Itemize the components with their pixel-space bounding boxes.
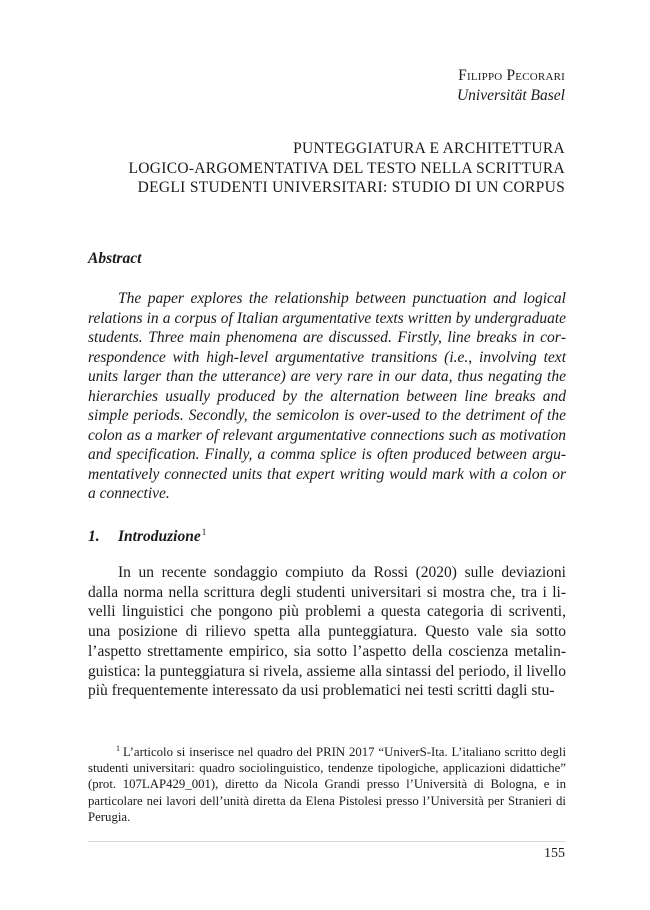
footnote — [88, 741, 566, 825]
body-paragraph: In un recente sondaggio compiuto da Rossi (2020) sulle deviazioni dalla norma nella scrittura degli studenti universitari si mostra che, tra i livelli linguistici che pongono più problemi a questa categoria di scriventi, una posizione di rilievo spetta alla punteggiatura. Questo vale sia sotto l’aspetto strettamente empirico, sia sotto l’aspetto della coscienza metalinguistica: la punteggiatura si rivela, assieme alla sintassi del periodo, il livello più frequentemente interessato da usi problematici nei testi scritti dagli stu- — [88, 564, 566, 700]
footnote-marker: 1 — [116, 744, 120, 753]
section-number: 1. — [88, 528, 100, 545]
title-line-1: PUNTEGGIATURA E ARCHITETTURA — [293, 140, 565, 157]
section-title: Introduzione — [118, 528, 201, 545]
abstract-text: The paper explores the relationship between punctuation and logical relations in a corpus of Italian argumentative texts written by undergraduate students. Three main phenomena are discussed. Firstly, line breaks in correspondence with high-level argumentative transitions (i.e., involving text units larger than the utterance) are very rare in our data, thus negating the hierarchies usually produced by the alternation between line breaks and simple periods. Secondly, the semicolon is over-used to the detriment of the colon as a marker of relevant argumentative connections such as motivation and specification. Finally, a comma splice is often produced between argumentatively connected units that expert writing would mark with a colon or a connective. — [88, 290, 566, 502]
abstract-heading: Abstract — [88, 250, 142, 267]
author-affiliation: Universität Basel — [456, 87, 565, 104]
section-heading — [88, 527, 206, 546]
author-name: Filippo Pecorari — [458, 67, 565, 84]
footer-rule — [88, 841, 566, 842]
title-line-2: LOGICO-ARGOMENTATIVA DEL TESTO NELLA SCRITTURA — [128, 159, 565, 177]
title-line-3: DEGLI STUDENTI UNIVERSITARI: STUDIO DI UN CORPUS — [137, 179, 565, 196]
footnote-reference: 1 — [201, 527, 207, 537]
author-block — [457, 66, 565, 106]
footnote-text: L’articolo si inserisce nel quadro del PRIN 2017 “UniverS-Ita. L’italiano scritto degli studenti universitari: quadro sociolinguistico, tendenze tipologiche, applicazioni didattiche” (prot. 107LAP429_001), diretto da Nicola Grandi presso l’Università di Bologna, e in particolare nei lavori dell’unità diretta da Elena Pistolesi presso l’Università per Stranieri di Perugia. — [88, 745, 566, 824]
page-number: 155 — [544, 846, 565, 861]
article-title — [85, 139, 565, 198]
